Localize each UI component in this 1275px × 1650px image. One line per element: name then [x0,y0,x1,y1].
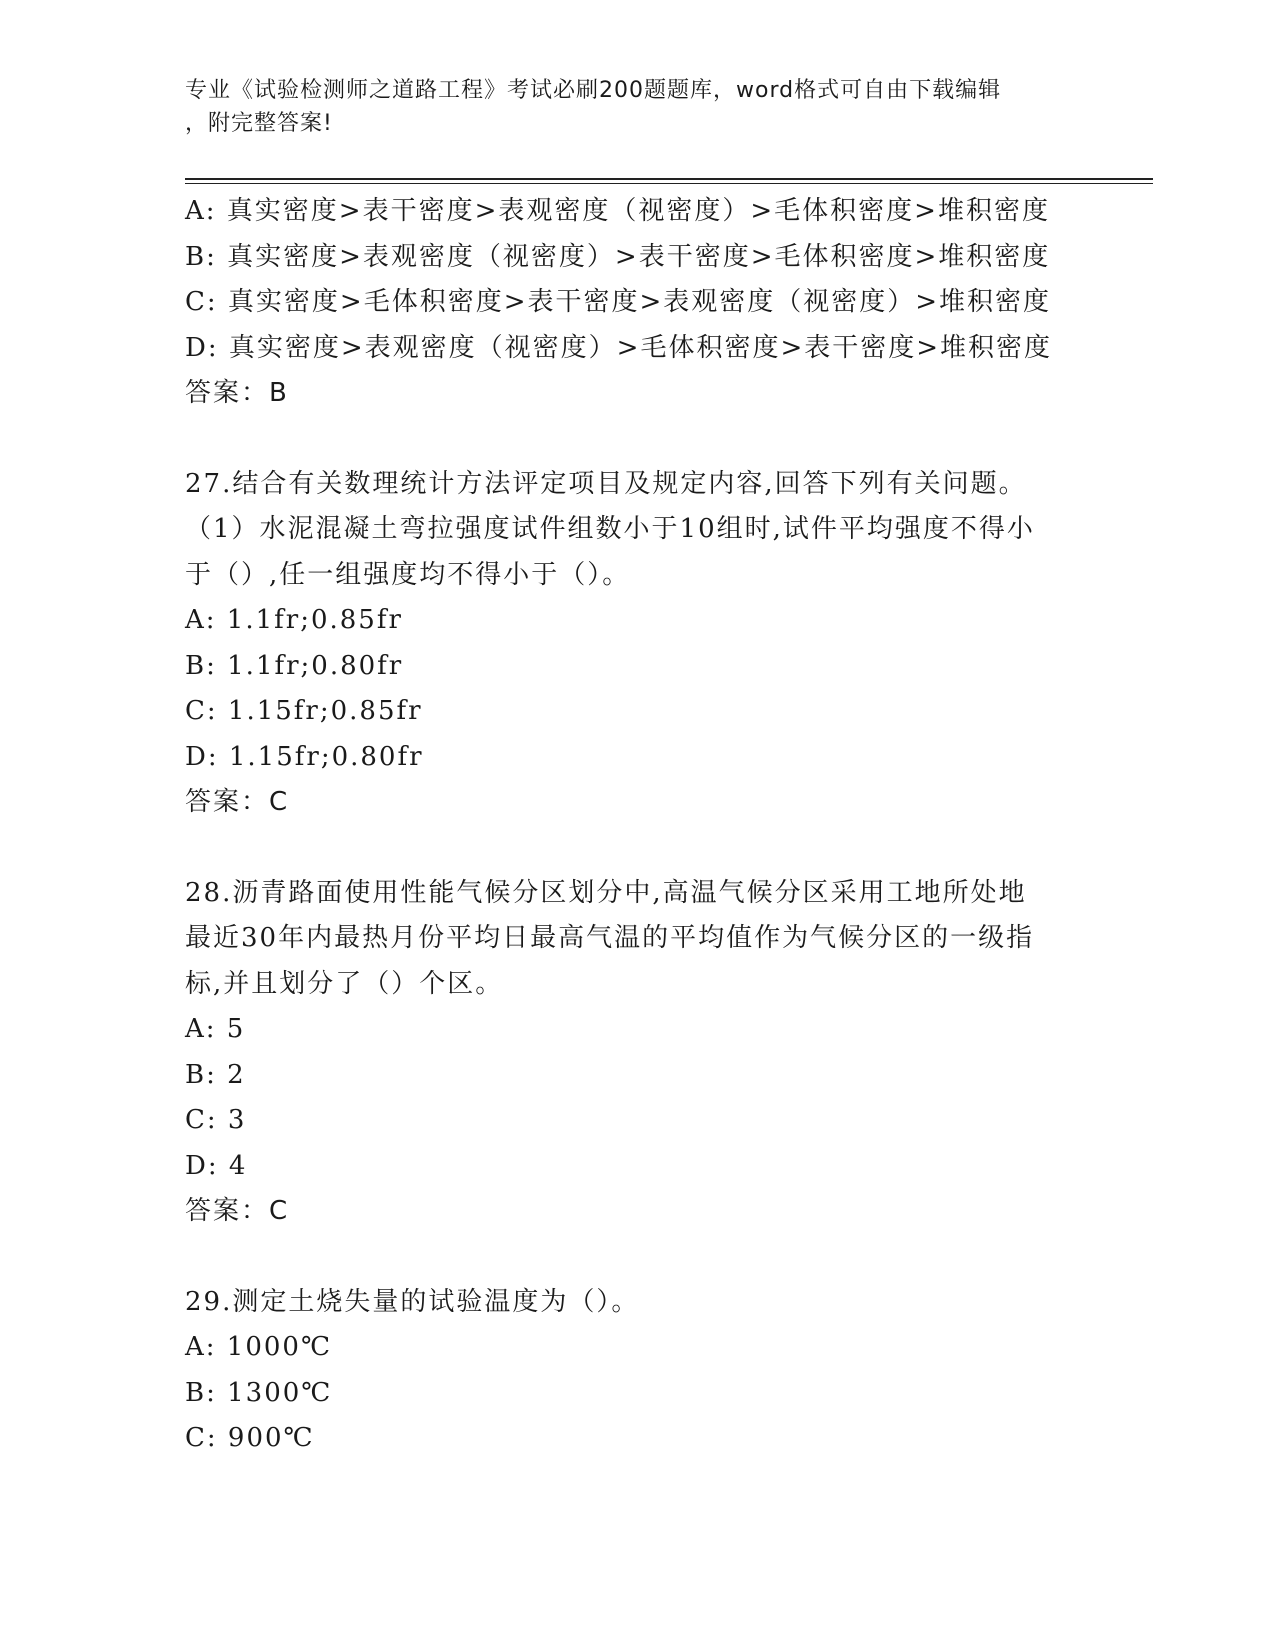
header-divider [185,178,1153,180]
question-list [185,189,1085,1462]
document-header [185,74,1085,140]
question-28 [185,871,1085,1235]
option-c: C: 900℃ [185,1423,315,1453]
answer: 答案：B [185,378,289,408]
header-divider-thin [185,183,1153,184]
option-a: A: 1.1fr;0.85fr [185,605,403,635]
question-block-continued [185,189,1085,417]
question-text: 于（）,任一组强度均不得小于（）。 [185,559,631,590]
option-a: A: 1000℃ [185,1332,333,1362]
option-d: D: 1.15fr;0.80fr [185,741,424,772]
option-b: B: 2 [185,1059,246,1090]
option-a: A: 真实密度>表干密度>表观密度（视密度）>毛体积密度>堆积密度 [185,196,1050,226]
option-b: B: 1300℃ [185,1377,333,1408]
option-c: C: 真实密度>毛体积密度>表干密度>表观密度（视密度）>堆积密度 [185,287,1052,317]
option-d: D: 真实密度>表观密度（视密度）>毛体积密度>表干密度>堆积密度 [185,332,1053,363]
question-text: 最近30年内最热月份平均日最高气温的平均值作为气候分区的一级指 [185,923,1035,953]
option-c: C: 3 [185,1105,247,1135]
option-b: B: 真实密度>表观密度（视密度）>表干密度>毛体积密度>堆积密度 [185,241,1051,272]
option-d: D: 4 [185,1150,248,1181]
option-b: B: 1.1fr;0.80fr [185,650,404,681]
question-text: （1）水泥混凝土弯拉强度试件组数小于10组时,试件平均强度不得小 [185,514,1035,544]
answer: 答案：C [185,1196,290,1226]
answer: 答案：C [185,787,290,817]
question-text: 28.沥青路面使用性能气候分区划分中,高温气候分区采用工地所处地 [185,877,1027,908]
question-text: 27.结合有关数理统计方法评定项目及规定内容,回答下列有关问题。 [185,468,1027,499]
question-29 [185,1280,1085,1462]
header-title-line-2: ，附完整答案! [185,111,333,136]
header-title-line: 专业《试验检测师之道路工程》考试必刷200题题库，word格式可自由下载编辑 [185,78,1002,103]
question-text: 29.测定土烧失量的试验温度为（）。 [185,1286,640,1317]
question-text: 标,并且划分了（）个区。 [185,968,504,999]
question-27 [185,462,1085,826]
option-a: A: 5 [185,1014,246,1044]
option-c: C: 1.15fr;0.85fr [185,696,423,726]
